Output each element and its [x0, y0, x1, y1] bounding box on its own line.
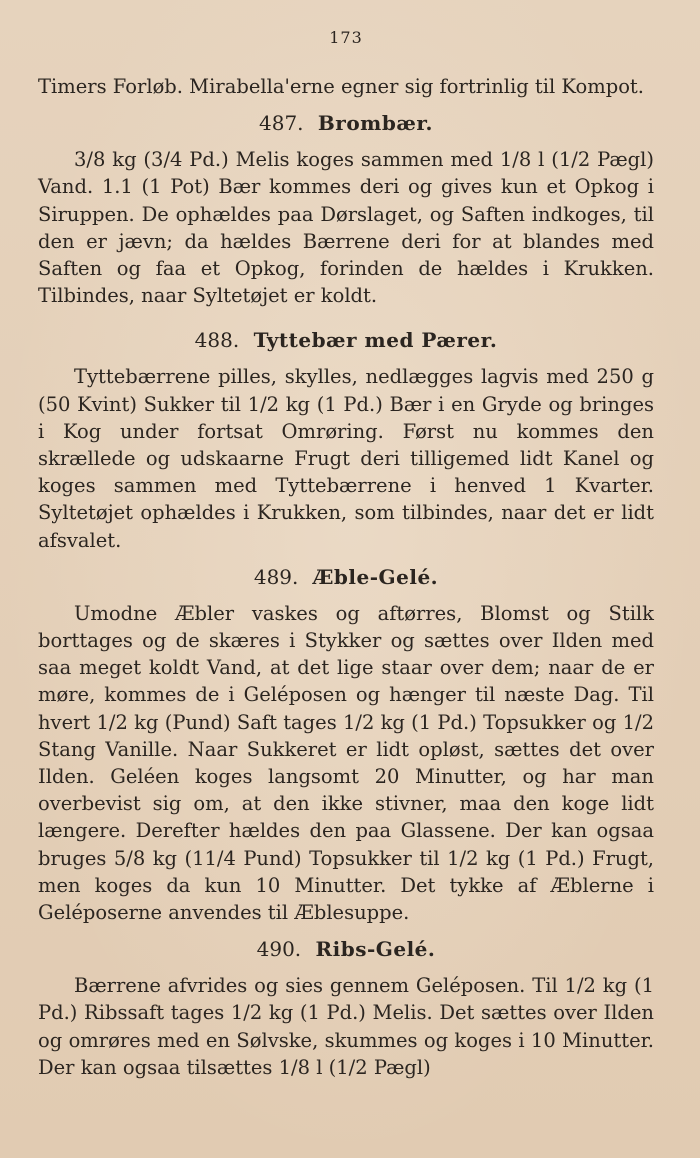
recipe-number: 488.	[194, 328, 240, 353]
recipe-text-490: Bærrene afvrides og sies gennem Geléposen. Til 1/2 kg (1 Pd.) Ribssaft tages 1/2 kg (1 Pd.) Melis. Det sættes over Ilden og omrøres med en Sølvske, skummes og koges i 10 Minutter. Der kan ogsaa tilsættes 1/8 l (1/2 Pægl)	[38, 974, 654, 1079]
recipe-text-488: Tyttebærrene pilles, skylles, nedlægges lagvis med 250 g (50 Kvint) Sukker til 1/2 kg (1 Pd.) Bær i en Gryde og bringes i Kog under fortsat Omrøring. Først nu kommes den skrællede og udskaarne Frugt deri tilligemed lidt Kanel og koges sammen med Tyttebærrene i henved 1 Kvarter. Syltetøjet ophældes i Krukken, som tilbindes, naar det er lidt afsvalet.	[38, 365, 654, 552]
continuation-paragraph: Timers Forløb. Mirabella'erne egner sig fortrinlig til Kompot.	[38, 75, 644, 98]
recipe-text-487: 3/8 kg (3/4 Pd.) Melis koges sammen med 1/8 l (1/2 Pægl) Vand. 1.1 (1 Pot) Bær kommes deri og gives kun et Opkog i Siruppen. De ophældes paa Dørslaget, og Saften indkoges, til den er jævn; da hældes Bærrene deri for at blandes med Saften og faa et Opkog, forinden de hældes i Krukken. Tilbindes, naar Syltetøjet er koldt.	[38, 148, 654, 308]
recipe-number: 490.	[256, 937, 302, 962]
recipe-heading-487	[38, 110, 654, 136]
recipe-number: 489.	[253, 564, 299, 589]
recipe-number: 487.	[259, 111, 304, 136]
recipe-title: Ribs-Gelé.	[315, 937, 436, 962]
page-number: 173	[329, 28, 363, 47]
recipe-title: Æble-Gelé.	[312, 564, 439, 589]
recipe-text-489: Umodne Æbler vaskes og aftørres, Blomst og Stilk borttages og de skæres i Stykker og sættes over Ilden med saa meget koldt Vand, at det lige staar over dem; naar de er møre, kommes de i Geléposen og hænger til næste Dag. Til hvert 1/2 kg (Pund) Saft tages 1/2 kg (1 Pd.) Topsukker og 1/2 Stang Vanille. Naar Sukkeret er lidt opløst, sættes det over Ilden. Geléen koges langsomt 20 Minutter, og har man overbevist sig om, at den ikke stivner, maa den koge lidt længere. Derefter hældes den paa Glassene. Der kan ogsaa bruges 5/8 kg (11/4 Pund) Topsukker til 1/2 kg (1 Pd.) Frugt, men koges da kun 10 Minutter. Det tykke af Æblerne i Geléposerne anvendes til Æblesuppe.	[38, 601, 654, 925]
recipe-heading-488	[38, 327, 654, 353]
recipe-title: Brombær.	[317, 111, 433, 136]
recipe-heading-489	[38, 564, 654, 590]
recipe-heading-490	[38, 936, 654, 962]
recipe-title: Tyttebær med Pærer.	[253, 328, 498, 353]
